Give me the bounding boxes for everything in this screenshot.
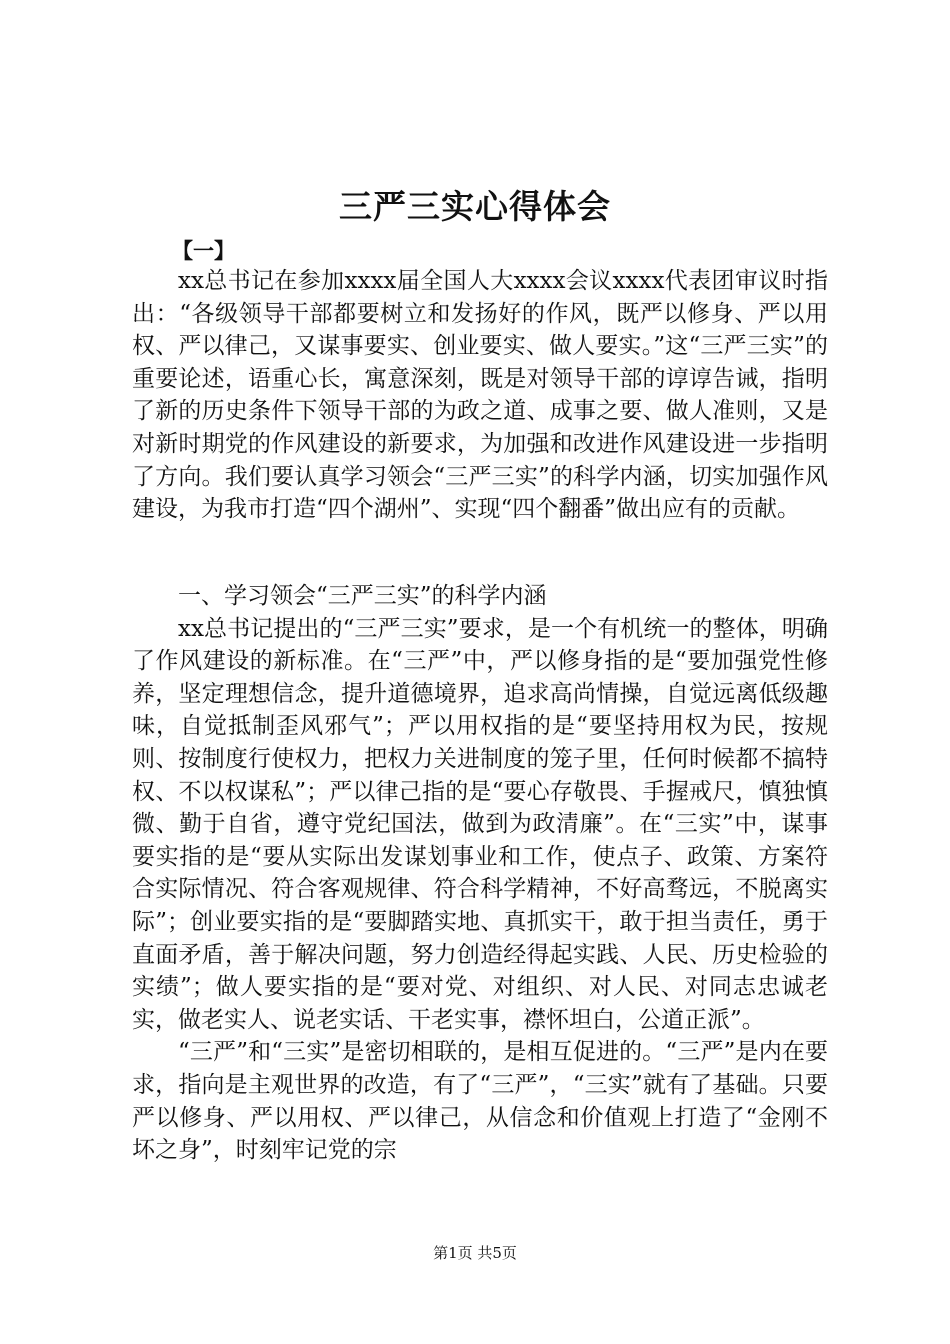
- section-paragraph: “三严”和“三实”是密切相联的，是相互促进的。“三严”是内在要求，指向是主观世界的改造，有了“三严”，“三实”就有了基础。只要严以修身、严以用权、严以律己，从信念和价值观上打造了“金刚不坏之身”，时刻牢记党的宗: [132, 1039, 828, 1164]
- section-heading: 一、学习领会“三严三实”的科学内涵: [178, 583, 547, 609]
- section-block: [132, 580, 828, 1167]
- intro-block: [132, 265, 828, 526]
- section-paragraph: xx总书记提出的“三严三实”要求，是一个有机统一的整体，明确了作风建设的新标准。在“三严”中，严以修身指的是“要加强党性修养，坚定理想信念，提升道德境界，追求高尚情操，自觉远离低级趣味，自觉抵制歪风邪气”；严以用权指的是“要坚持用权为民，按规则、按制度行使权力，把权力关进制度的笼子里，任何时候都不搞特权、不以权谋私”；严以律己指的是“要心存敬畏、手握戒尺，慎独慎微、勤于自省，遵守党纪国法，做到为政清廉”。在“三实”中，谋事要实指的是“要从实际出发谋划事业和工作，使点子、政策、方案符合实际情况、符合客观规律、符合科学精神，不好高骛远，不脱离实际”；创业要实指的是“要脚踏实地、真抓实干，敢于担当责任，勇于直面矛盾，善于解决问题，努力创造经得起实践、人民、历史检验的实绩”；做人要实指的是“要对党、对组织、对人民、对同志忠诚老实，做老实人、说老实话、干老实事，襟怀坦白，公道正派”。: [132, 615, 828, 1033]
- page-indicator: 第1页 共5页: [433, 1244, 517, 1262]
- document-title: 三严三实心得体会: [339, 187, 611, 226]
- intro-paragraph: xx总书记在参加xxxx届全国人大xxxx会议xxxx代表团审议时指出：“各级领导干部都要树立和发扬好的作风，既严以修身、严以用权、严以律己，又谋事要实、创业要实、做人要实。”这“三严三实”的重要论述，语重心长，寓意深刻，既是对领导干部的谆谆告诫，指明了新的历史条件下领导干部的为政之道、成事之要、做人准则，又是对新时期党的作风建设的新要求，为加强和改进作风建设进一步指明了方向。我们要认真学习领会“三严三实”的科学内涵，切实加强作风建设，为我市打造“四个湖州”、实现“四个翻番”做出应有的贡献。: [132, 268, 828, 523]
- section-mark: 【一】: [172, 238, 235, 263]
